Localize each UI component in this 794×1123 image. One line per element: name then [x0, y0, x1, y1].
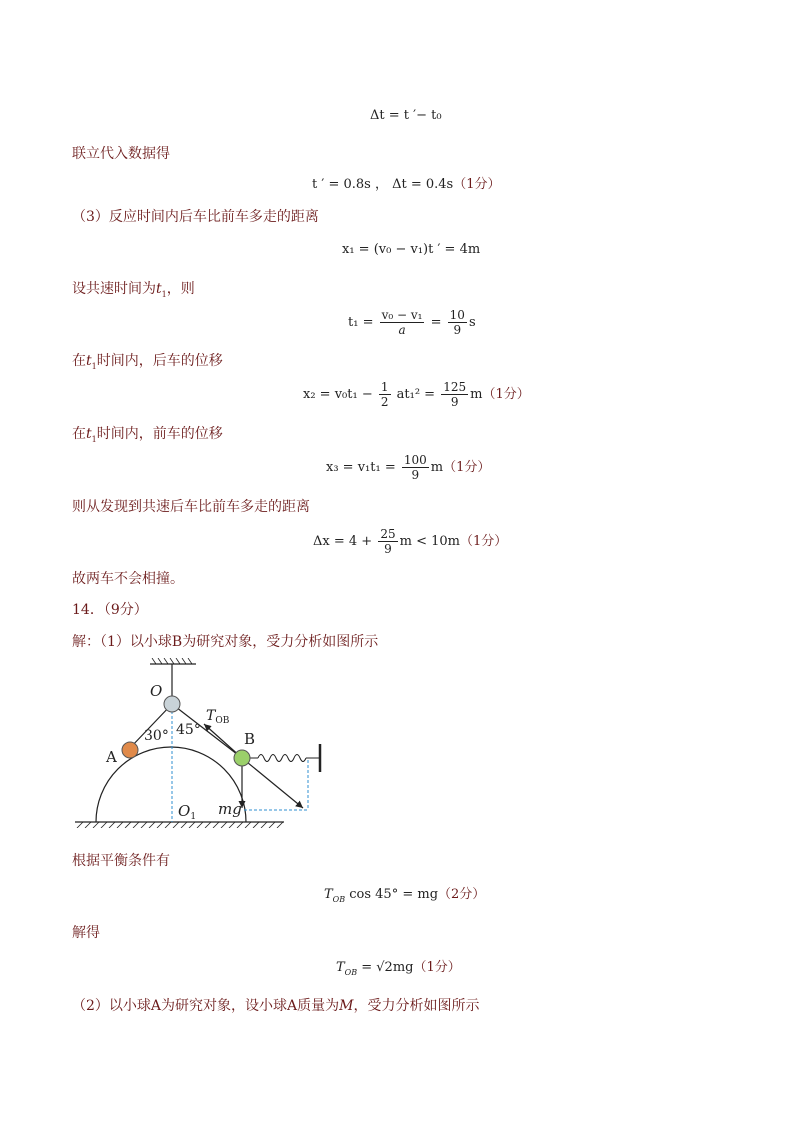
label-30: 30°: [144, 728, 169, 744]
label-b: B: [244, 730, 256, 748]
text-line-2: （3）反应时间内后车比前车多走的距离: [72, 209, 319, 225]
equation-x2: x₂ = v₀t₁ − $\frac{1}{2}$ at₁² = $\frac{125}{9}$ m（1分）: [303, 380, 530, 409]
solution-line-3: 解得: [72, 925, 100, 941]
force-diagram: [72, 658, 328, 828]
ball-b: [234, 750, 250, 766]
equation-delta-t: Δt = t ′− t₀: [370, 108, 442, 123]
spring: [248, 744, 320, 772]
problem-14-heading: 14．（9分）: [72, 602, 148, 618]
equation-tob-result: $T_{OB} = √2mg(1$分）: [336, 960, 461, 977]
label-45: 45°: [176, 722, 201, 738]
ball-a: [122, 742, 138, 758]
equation-t1: t₁ = $\frac{\text{v₀ − v₁}}{a}$ = $\frac{10}{9}$ s: [348, 308, 476, 337]
label-o1: $O_1$: [178, 802, 197, 822]
equation-t-prime: t ′ = 0.8s ， Δt = 0.4s（1分）: [312, 177, 501, 192]
label-a: A: [106, 748, 117, 766]
equation-delta-x: Δx = 4 + $\frac{25}{9}$ m < 10m（1分）: [313, 527, 508, 556]
label-mg: mg: [218, 800, 242, 818]
text-line-4: 在$t_1$时间内，后车的位移: [72, 353, 223, 371]
label-tension: $T_{OB}$: [206, 708, 230, 726]
resultant-arrow: [242, 758, 303, 808]
ball-o: [164, 696, 180, 712]
ground-hatch: [75, 822, 284, 828]
equation-tob-balance: $T_{OB}$ cos 45° = mg（2分）: [324, 887, 486, 904]
equation-x1: x₁ = (v₀ − v₁)t ′ = 4m: [342, 242, 481, 257]
label-o: O: [150, 682, 163, 700]
solution-line-2: 根据平衡条件有: [72, 853, 170, 869]
text-line-7: 故两车不会相撞。: [72, 571, 184, 587]
text-line-6: 则从发现到共速后车比前车多走的距离: [72, 499, 310, 515]
solution-line-1: 解：（1）以小球B为研究对象，受力分析如图所示: [72, 634, 379, 650]
text-line-3: 设共速时间为$t_1$，则: [72, 281, 195, 299]
text-line-5: 在$t_1$时间内，前车的位移: [72, 426, 223, 444]
text-line-1: 联立代入数据得: [72, 146, 170, 162]
solution-line-4: （2）以小球A为研究对象，设小球A质量为M，受力分析如图所示: [72, 998, 480, 1014]
equation-x3: x₃ = v₁t₁ = $\frac{100}{9}$ m（1分）: [326, 453, 491, 482]
